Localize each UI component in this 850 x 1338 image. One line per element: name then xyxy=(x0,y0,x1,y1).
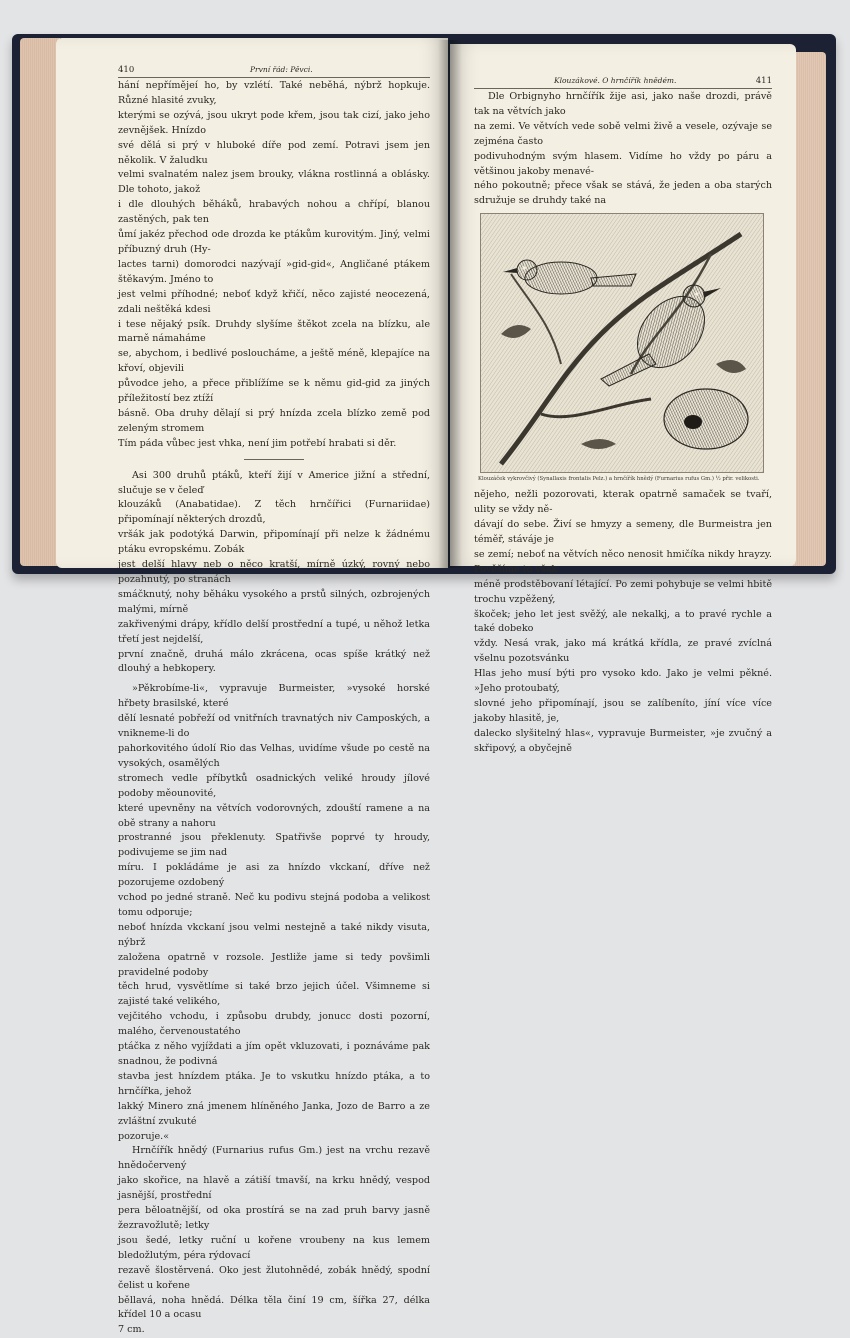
text-line: na zemi. Ve větvích vede sobě velmi živě a vesele, ozývaje se zejména často xyxy=(474,120,772,147)
page-edges-left xyxy=(20,38,60,566)
text-line: dávají do sebe. Živí se hmyzy a semeny, dle Burmeistra jen téměř, stáváje je xyxy=(474,519,772,545)
engraving-drawing xyxy=(481,214,763,472)
figure-caption: Klouzáček vykrovčivý (Synallaxis frontalis Pelz.) a hrnčířík hnědý (Furnarius rufus Gm.) ½ přir. velikosti. xyxy=(478,476,760,483)
text-line: původce jeho, a přece přiblížíme se k němu gid-gid za jiných příležitostí bez ztíží xyxy=(118,378,430,405)
paragraph-3 xyxy=(118,682,430,1144)
text-line: stromech vedle příbytků osadnických veliké hroudy jílové podoby měounovité, xyxy=(118,772,430,799)
right-top-text xyxy=(474,90,772,209)
text-line: klouzáků (Anabatidae). Z těch hrnčířici (Furnariidae) připomínají některých drozdů, xyxy=(118,499,430,526)
left-page xyxy=(56,38,448,1336)
text-line: i tese nějaký psík. Druhdy slyšíme štěkot zcela na blízku, ale marně námaháme xyxy=(118,318,430,345)
paragraph-1 xyxy=(118,79,430,452)
text-line: ůmí jakéz přechod ode drozda ke ptákům kurovitým. Jiný, velmi příbuzný druh (Hy- xyxy=(118,229,430,255)
text-line: těch hrud, vysvětlíme si také brzo jejich účel. Všimneme si zajisté také velikého, xyxy=(118,981,430,1008)
right-bottom-text xyxy=(474,488,772,756)
text-line: méně prodstěbovaní létající. Po zemi pohybuje se velmi hbitě trochu vzpěžený, xyxy=(474,578,772,605)
text-line: kterými se ozývá, jsou ukryt pode křem, jsou tak cizí, jako jeho zevnějšek. Hnízdo xyxy=(118,109,430,136)
right-page-number: 411 xyxy=(755,76,772,86)
text-line: jsou šedé, letky ruční u kořene vroubeny na kus lemem bledožlutým, péra rýdovací xyxy=(118,1234,430,1261)
paragraph-4 xyxy=(118,1144,430,1338)
text-line: básně. Oba druhy dělají si prý hnízda zcela blízko země pod zeleným stromem xyxy=(118,407,430,434)
left-page-number: 410 xyxy=(118,65,135,75)
text-line: vchod po jedné straně. Neč ku podivu stejná podoba a velikost tomu odporuje; xyxy=(118,892,430,918)
text-line: prostranné jsou překlenuty. Spatřivše poprvé ty hroudy, podivujeme se jim nad xyxy=(118,832,430,859)
left-running-head xyxy=(118,63,430,79)
text-line: se zemí; neboť na větvích něco nenosit hmičíka nikdy hrayzy. Pověšíme to však xyxy=(474,548,772,575)
text-line: Tím páda vůbec jest vhka, není jim potřebí hrabati si děr. xyxy=(118,437,397,449)
right-page xyxy=(450,44,796,754)
text-line: rezavě šlostěrvená. Oko jest žlutohnědé, zobák hnědý, spodní čelist u kořene xyxy=(118,1264,430,1291)
text-line: slovné jeho připomínají, jsou se zalíbeníto, jíní více více jakoby hlasitě, je, xyxy=(474,697,772,724)
text-line: míru. I pokládáme je asi za hnízdo vkckaní, dříve než pozorujeme ozdobený xyxy=(118,862,430,889)
text-line: vejčitého vchodu, i způsobu drubdy, jonucc dosti pozorní, malého, červenoustatého xyxy=(118,1011,430,1038)
text-line: ptáčka z něho vyjíždati a jím opět vkluzovati, i poznáváme pak snadnou, že podivná xyxy=(118,1041,430,1067)
right-page-body xyxy=(474,74,772,757)
left-running-title: První řád: Pěvci. xyxy=(250,65,313,74)
paragraph-2 xyxy=(118,469,430,678)
text-line: neboť hnízda vkckaní jsou velmi nestejně a také nikdy visuta, nýbrž xyxy=(118,921,430,948)
text-line: nějeho, nežli pozorovati, kterak opatrně samaček se tvaří, ulity se vždy ně- xyxy=(474,489,772,516)
text-line: zakřivenými drápy, křídlo delší prostřední a tupé, u něhož letka třetí jest nejdelší, xyxy=(118,618,430,645)
text-line: dělí lesnaté pobřeží od vnitřních travnatých niv Campoských, a vnikneme-li do xyxy=(118,713,430,740)
text-line: lactes tarni) domorodci nazývají »gid-gid«, Angličané ptákem štěkavým. Jméno to xyxy=(118,258,430,285)
text-line: jako skořice, na hlavě a zátiší tmavší, na krku hnědý, vespod jasnější, prostřední xyxy=(118,1175,430,1202)
text-line: »Pěkrobíme-li«, vypravuje Burmeister, »vysoké horské hřbety brasilské, které xyxy=(118,683,430,710)
right-running-title: Klouzákové. O hrnčířík hnědém. xyxy=(554,76,677,85)
text-line: vršák jak podotýká Darwin, připomínají při nelze k žádnému ptáku evropskému. Zobák xyxy=(118,529,430,556)
bird-engraving-illustration xyxy=(480,213,764,473)
text-line: jest velmi příhodné; neboť když křičí, něco zajisté neocezená, zdali neštěká kdesi xyxy=(118,288,430,315)
text-line: 7 cm. xyxy=(118,1324,145,1336)
text-line: hání nepřímějeí ho, by vzlétí. Také neběhá, nýbrž hopkuje. Různé hlasité zvuky, xyxy=(118,80,430,106)
text-line: pera běloatnější, od oka prostírá se na zad pruh barvy jasně žezravožlutě; letky xyxy=(118,1205,430,1231)
text-line: Dle Orbignyho hrnčířík žije asi, jako naše drozdi, právě tak na větvích jako xyxy=(474,91,772,117)
text-line: své dělá si prý v hluboké díře pod zemí. Potravi jsem jen několik. V žaludku xyxy=(118,139,430,166)
text-line: které upevněny na větvích vodorovných, zdouští ramene a na obě strany a nahoru xyxy=(118,802,430,829)
text-line: pozoruje.« xyxy=(118,1130,170,1142)
book-gutter xyxy=(438,40,462,568)
text-line: první značně, druhá málo zkrácena, ocas spíše krátký než dlouhý a hebkopery. xyxy=(118,648,430,675)
text-line: podivuhodným svým hlasem. Vidíme ho vždy po páru a většinou jakoby menavé- xyxy=(474,150,772,177)
text-line: i dle dlouhých běháků, hrabavých nohou a chřípí, blanou zastěných, pak ten xyxy=(118,199,430,226)
header-rule xyxy=(474,88,772,89)
text-line: stavba jest hnízdem ptáka. Je to vskutku hnízdo ptáka, a to hrnčířka, jehož xyxy=(118,1070,430,1097)
text-line: velmi svalnatém nalez jsem brouky, vlákna rostlinná a oblásky. Dle tohoto, jakož xyxy=(118,169,430,196)
text-line: pahorkovitého údolí Rio das Velhas, uvidíme všude po cestě na vysokých, osamělých xyxy=(118,742,430,769)
text-line: dalecko slyšitelný hlas«, vypravuje Burmeister, »je zvučný a skřipový, a obyčejně xyxy=(474,727,772,754)
text-line: se, abychom, i bedlivé posloucháme, a ještě méně, klepajíce na křoví, objevili xyxy=(118,348,430,375)
text-line: Asi 300 druhů ptáků, kteří žijí v Americe jižní a střední, slučuje se v čeleď xyxy=(118,469,430,496)
header-rule xyxy=(118,77,430,78)
text-line: vždy. Nesá vrak, jako má krátká křídla, ze pravé zvíclná všelnu pozotsvánku xyxy=(474,638,772,665)
text-line: Hrnčířík hnědý (Furnarius rufus Gm.) jest na vrchu rezavě hnědočervený xyxy=(118,1145,430,1172)
section-divider xyxy=(244,459,304,460)
text-line: lakký Minero zná jmenem hlíněného Janka, Jozo de Barro a ze zvláštní zvukuté xyxy=(118,1100,430,1127)
text-line: Hlas jeho musí býti pro vysoko kdo. Jako je velmi pěkné. »Jeho protoubatý, xyxy=(474,668,772,695)
text-line: škoček; jeho let jest svěžý, ale nekalkj, a to pravé rychle a také dobeko xyxy=(474,608,772,635)
text-line: běllavá, noha hnědá. Délka těla činí 19 cm, šířka 27, délka křídel 10 a ocasu xyxy=(118,1294,430,1321)
text-line: ného pokoutně; přece však se stává, že jeden a oba starých sdružuje se druhdy také na xyxy=(474,180,772,207)
text-line: jest delší hlavy neb o něco kratší, mírně úzký, rovný nebo pozahnutý, po stranách xyxy=(118,559,430,585)
right-running-head xyxy=(474,74,772,90)
text-line: smáčknutý, nohy běháku vysokého a prstů silných, ozbrojených malými, mírně xyxy=(118,588,430,615)
left-page-body xyxy=(118,63,430,1338)
text-line: založena opatrně v rozsole. Jestliže jame si tedy povšimli pravidelné podoby xyxy=(118,951,430,978)
